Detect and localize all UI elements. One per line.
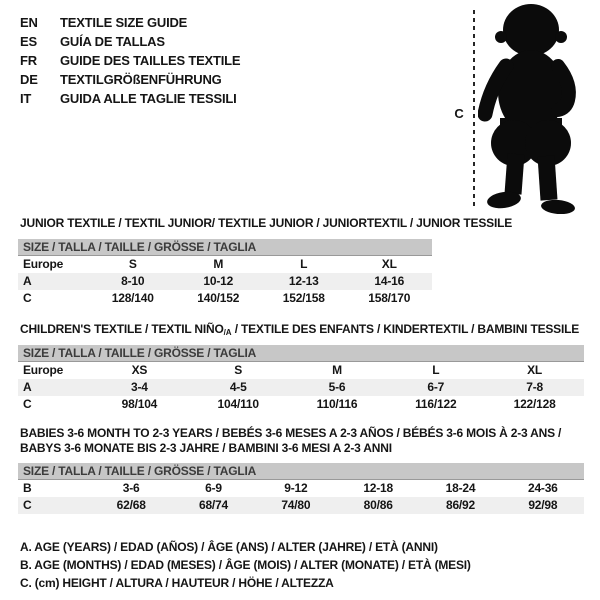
cell: XL	[381, 257, 397, 271]
title-part: / TEXTILE DES ENFANTS / KINDERTEXTIL / BAMBINI TESSILE	[231, 322, 580, 336]
cell: 158/170	[368, 291, 411, 305]
babies-table-title	[20, 426, 561, 456]
lang-title: GUÍA DE TALLAS	[60, 34, 165, 49]
cell: 10-12	[203, 274, 234, 288]
size-header-row: SIZE / TALLA / TAILLE / GRÖSSE / TAGLIA	[18, 239, 432, 256]
lang-title: TEXTILE SIZE GUIDE	[60, 15, 188, 30]
lang-row-de	[20, 70, 240, 89]
cell: 5-6	[328, 380, 346, 394]
cell: XS	[131, 363, 148, 377]
cell: M	[332, 363, 342, 377]
lang-code: FR	[20, 53, 37, 68]
row-label: A	[23, 380, 32, 394]
cell: 7-8	[526, 380, 543, 394]
table-row	[18, 480, 584, 497]
title-line-2: BABYS 3-6 MONATE BIS 2-3 JAHRE / BAMBINI 3-6 MESI A 2-3 ANNI	[20, 441, 392, 455]
title-line-1: BABIES 3-6 MONTH TO 2-3 YEARS / BEBÉS 3-6 MESES A 2-3 AÑOS / BÉBÉS 3-6 MOIS À 2-3 ANS /	[20, 426, 562, 440]
baby-silhouette-icon	[478, 2, 600, 214]
children-size-table	[18, 345, 584, 413]
cell: 86/92	[445, 498, 475, 512]
cell: 18-24	[445, 481, 476, 495]
row-label: C	[23, 498, 32, 512]
lang-code: ES	[20, 34, 37, 49]
cell: 152/158	[282, 291, 325, 305]
row-label: Europe	[23, 363, 64, 377]
lang-row-es	[20, 32, 240, 51]
cell: 6-7	[427, 380, 445, 394]
cell: L	[432, 363, 440, 377]
cell: 122/128	[513, 397, 556, 411]
legend-footnotes	[20, 538, 471, 592]
cell: 6-9	[205, 481, 222, 495]
lang-row-en	[20, 13, 240, 32]
cell: 128/140	[111, 291, 154, 305]
cell: S	[128, 257, 137, 271]
cell: 3-6	[122, 481, 140, 495]
cell: 8-10	[121, 274, 145, 288]
cell: 74/80	[281, 498, 311, 512]
table-row	[18, 273, 432, 290]
lang-row-it	[20, 89, 240, 108]
row-label: C	[23, 397, 32, 411]
lang-row-fr	[20, 51, 240, 70]
cell: XL	[527, 363, 543, 377]
footnote-c: C. (cm) HEIGHT / ALTURA / HAUTEUR / HÖHE / ALTEZZA	[20, 576, 334, 590]
language-title-list	[20, 13, 240, 108]
cell: 110/116	[316, 397, 358, 411]
row-label: A	[23, 274, 32, 288]
lang-code: EN	[20, 15, 38, 30]
cell: 12-13	[288, 274, 319, 288]
junior-size-table	[18, 239, 432, 307]
cell: 12-18	[363, 481, 394, 495]
babies-size-table	[18, 463, 584, 514]
cell: 116/122	[415, 397, 457, 411]
table-row	[18, 497, 584, 514]
footnote-b: B. AGE (MONTHS) / EDAD (MESES) / ÂGE (MOIS) / ALTER (MONATE) / ETÀ (MESI)	[20, 558, 471, 572]
cell: M	[213, 257, 224, 271]
cell: 4-5	[229, 380, 247, 394]
lang-code: DE	[20, 72, 38, 87]
cell: 140/152	[197, 291, 240, 305]
table-row	[18, 396, 584, 413]
cell: L	[300, 257, 308, 271]
row-label: C	[23, 291, 32, 305]
footnote-a: A. AGE (YEARS) / EDAD (AÑOS) / ÂGE (ANS) / ALTER (JAHRE) / ETÀ (ANNI)	[20, 540, 438, 554]
size-header-row: SIZE / TALLA / TAILLE / GRÖSSE / TAGLIA	[18, 463, 584, 480]
row-label: Europe	[23, 257, 64, 271]
table-row	[18, 290, 432, 307]
cell: 68/74	[198, 498, 228, 512]
cell: 24-36	[527, 481, 558, 495]
height-measure-dashed-line	[473, 10, 475, 208]
lang-title: TEXTILGRÖßENFÜHRUNG	[60, 72, 222, 87]
title-part: CHILDREN'S TEXTILE / TEXTIL NIÑO	[20, 322, 224, 336]
cell: 14-16	[374, 274, 405, 288]
cell: 104/110	[217, 397, 259, 411]
cell: 62/68	[116, 498, 146, 512]
height-measure-label: C	[454, 106, 464, 121]
table-row	[18, 379, 584, 396]
children-table-title	[20, 322, 579, 340]
lang-title: GUIDA ALLE TAGLIE TESSILI	[60, 91, 237, 106]
cell: 80/86	[363, 498, 393, 512]
table-row	[18, 256, 432, 273]
table-row	[18, 362, 584, 379]
title-subscript: /A	[223, 328, 232, 337]
lang-code: IT	[20, 91, 32, 106]
junior-table-title: JUNIOR TEXTILE / TEXTIL JUNIOR/ TEXTILE JUNIOR / JUNIORTEXTIL / JUNIOR TESSILE	[20, 216, 513, 230]
lang-title: GUIDE DES TAILLES TEXTILE	[60, 53, 241, 68]
row-label: B	[23, 481, 32, 495]
cell: 92/98	[528, 498, 558, 512]
cell: 3-4	[131, 380, 148, 394]
cell: 98/104	[121, 397, 158, 411]
cell: S	[234, 363, 243, 377]
size-header-row: SIZE / TALLA / TAILLE / GRÖSSE / TAGLIA	[18, 345, 584, 362]
cell: 9-12	[284, 481, 308, 495]
